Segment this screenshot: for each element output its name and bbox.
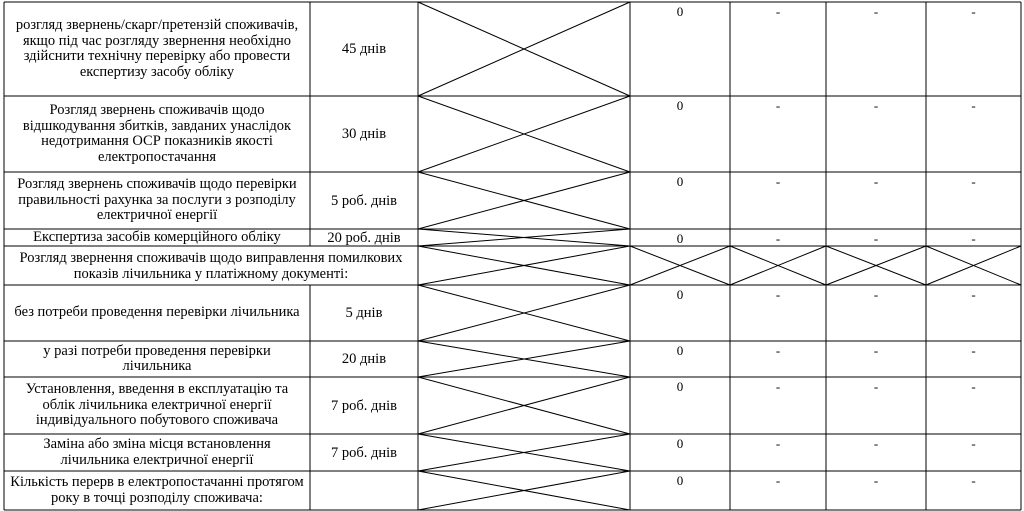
row-value: 0: [676, 436, 684, 451]
row-value: -: [971, 231, 976, 246]
row-value: 0: [676, 231, 684, 246]
row-description: Установлення, введення в експлуатацію та облік лічильника електричної енергії індивідуального побутового споживача: [25, 381, 289, 429]
row-value: -: [775, 287, 781, 302]
row-value: 0: [676, 379, 684, 394]
row-value: -: [775, 473, 781, 488]
row-value: 0: [676, 4, 684, 19]
row-value: -: [971, 343, 976, 358]
row-value: -: [775, 343, 781, 358]
row-term: 5 роб. днів: [330, 192, 397, 209]
row-value: -: [971, 473, 976, 488]
row-value: -: [873, 436, 879, 451]
row-value: -: [775, 231, 781, 246]
row-description: Розгляд звернень споживачів щодо перевірки правильності рахунка за послуги з розподілу електричної енергії: [17, 176, 297, 224]
row-value: 0: [676, 287, 684, 302]
row-term: 20 роб. днів: [327, 229, 401, 246]
row-value: -: [873, 4, 879, 19]
row-description: розгляд звернень/скарг/претензій споживачів, якщо під час розгляду звернення необхідно здійснити технічну перевірку або провести експертизу засобу обліку: [15, 17, 299, 80]
row-description: Експертиза засобів комерційного обліку: [33, 229, 281, 245]
row-value: -: [775, 436, 781, 451]
row-description: у разі потреби проведення перевірки лічильника: [43, 342, 271, 374]
row-term: 30 днів: [341, 126, 387, 142]
row-value: -: [873, 379, 879, 394]
row-description: Розгляд звернень споживачів щодо відшкодування збитків, завданих унаслідок недотримання ОСР показників якості електропостачання: [22, 102, 292, 165]
row-value: -: [873, 98, 879, 113]
row-term: 20 днів: [341, 351, 387, 367]
row-value: -: [971, 4, 976, 19]
row-description: без потреби проведення перевірки лічильника: [14, 304, 300, 321]
row-description: Розгляд звернення споживачів щодо виправлення помилкових показів лічильника у платіжному документі:: [19, 249, 403, 282]
row-value: -: [775, 98, 781, 113]
row-value: -: [775, 4, 781, 19]
row-value: -: [873, 287, 879, 302]
row-value: 0: [676, 473, 684, 488]
row-term: 45 днів: [341, 41, 387, 57]
row-value: -: [873, 231, 879, 246]
row-value: -: [775, 379, 781, 394]
row-term: 7 роб. днів: [330, 444, 397, 461]
row-value: 0: [676, 98, 684, 113]
row-value: -: [971, 379, 976, 394]
row-value: -: [873, 473, 879, 488]
row-value: -: [873, 343, 879, 358]
row-value: -: [971, 98, 976, 113]
row-value: -: [971, 174, 976, 189]
row-term: 5 днів: [345, 305, 383, 321]
row-value: 0: [676, 174, 684, 189]
row-value: 0: [676, 343, 684, 358]
row-value: -: [873, 174, 879, 189]
row-description: Кількість перерв в електропостачанні протягом року в точці розподілу споживача:: [10, 474, 304, 506]
row-value: -: [971, 436, 976, 451]
row-term: 7 роб. днів: [330, 397, 397, 414]
row-description: Заміна або зміна місця встановлення лічильника електричної енергії: [43, 436, 271, 468]
row-value: -: [775, 174, 781, 189]
row-value: -: [971, 287, 976, 302]
